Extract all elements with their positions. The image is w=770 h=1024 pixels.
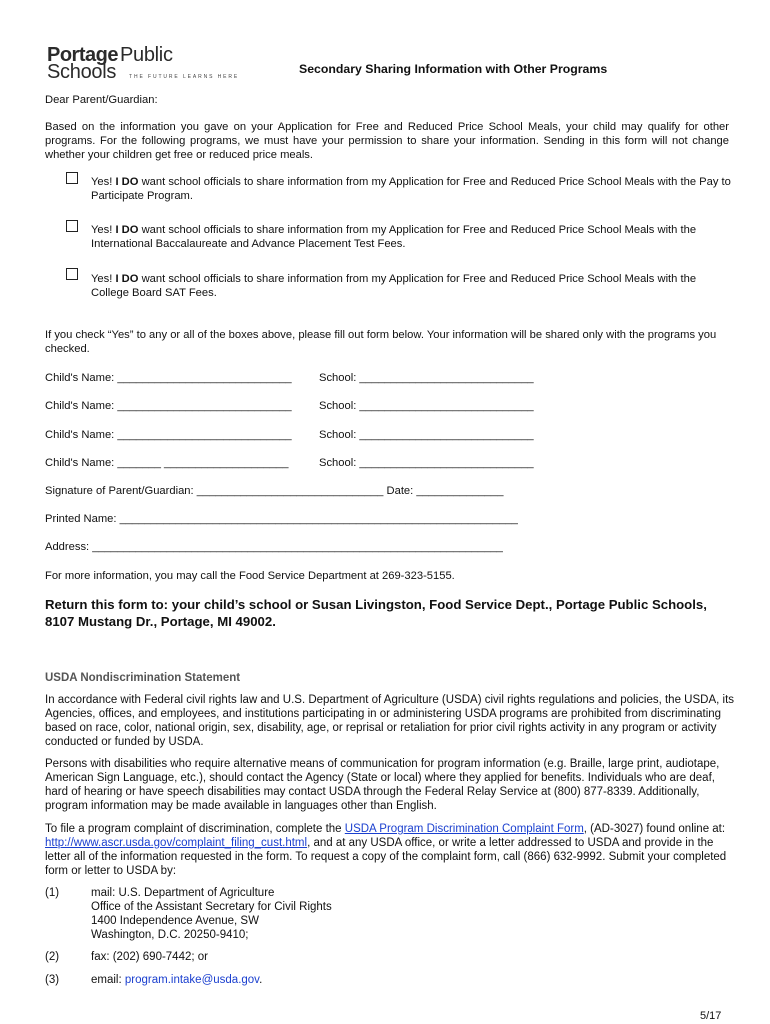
option-text: want school officials to share information from my Application for Free and Reduced Price School Meals with the Pay to Participate Program.: [91, 176, 731, 202]
address-line: Office of the Assistant Secretary for Civil Rights: [91, 901, 332, 913]
option-bold: I DO: [115, 176, 139, 188]
child-name-field[interactable]: Child's Name: _______ ____________________: [45, 457, 289, 469]
return-instructions: Return this form to: your child’s school or Susan Livingston, Food Service Dept., Portage Public Schools, 8107 Mustang Dr., Portage, MI 49002.: [45, 597, 707, 629]
mail-address: [91, 886, 332, 942]
portage-logo: [47, 44, 240, 83]
item-number: (1): [45, 887, 60, 899]
option-sat-fees: [91, 272, 731, 300]
nondiscrimination-paragraph-2: Persons with disabilities who require alternative means of communication for program information (e.g. Braille, large print, audiotape, American Sign Language, etc.), should contact the Agency (State or local) where they applied for benefits. Individuals who are deaf, hard of hearing or have speech disabilities may contact USDA through the Federal Relay Service at (800) 877-8339. Additionally, program information may be made available in languages other than English.: [45, 758, 720, 812]
address-line: mail: U.S. Department of Agriculture: [91, 887, 275, 899]
printed-name-field[interactable]: Printed Name: ________________________________________________________________: [45, 513, 518, 525]
address-field[interactable]: Address: __________________________________________________________________: [45, 541, 503, 553]
email-label: email:: [91, 974, 125, 986]
contact-info: For more information, you may call the Food Service Department at 269-323-5155.: [45, 570, 455, 582]
email-link[interactable]: program.intake@usda.gov: [124, 974, 260, 986]
email-end: .: [259, 974, 263, 986]
logo-tagline: THE FUTURE LEARNS HERE: [129, 74, 240, 80]
complaint-url-link[interactable]: http://www.ascr.usda.gov/complaint_filing_cust.html: [45, 837, 308, 849]
option-bold: I DO: [115, 224, 139, 236]
intro-paragraph: Based on the information you gave on your Application for Free and Reduced Price School Meals, your child may qualify for other programs. For the following programs, we must have your permission to share your information. Sending in this form will not change whether your children get free or reduced price meals.: [45, 121, 729, 161]
option-text: want school officials to share information from my Application for Free and Reduced Price School Meals with the College Board SAT Fees.: [91, 273, 697, 299]
paragraph-text: To file a program complaint of discrimination, complete the: [45, 823, 345, 835]
logo-bold-text: Portage: [47, 44, 118, 66]
fax-line: fax: (202) 690-7442; or: [91, 951, 208, 963]
school-field[interactable]: School: ____________________________: [319, 372, 534, 384]
nondiscrimination-paragraph-3: [45, 822, 735, 878]
item-number: (3): [45, 974, 60, 986]
option-prefix: Yes!: [91, 176, 113, 188]
greeting: Dear Parent/Guardian:: [45, 94, 158, 106]
instructions-paragraph: If you check “Yes” to any or all of the boxes above, please fill out form below. Your information will be shared only with the programs you checked.: [45, 329, 717, 355]
complaint-form-link[interactable]: USDA Program Discrimination Complaint Form: [344, 823, 584, 835]
child-name-field[interactable]: Child's Name: ____________________________: [45, 372, 292, 384]
page-title: Secondary Sharing Information with Other Programs: [299, 62, 608, 76]
option-ib-ap-fees: [91, 223, 731, 251]
nondiscrimination-paragraph-1: In accordance with Federal civil rights law and U.S. Department of Agriculture (USDA) civil rights regulations and policies, the USDA, its Agencies, offices, and employees, and institutions participating in or administering USDA programs are prohibited from discriminating based on race, color, national origin, sex, disability, age, or reprisal or retaliation for prior civil rights activity in any program or activity conducted or funded by USDA.: [45, 694, 735, 748]
child-name-field[interactable]: Child's Name: ____________________________: [45, 400, 292, 412]
school-field[interactable]: School: ____________________________: [319, 400, 534, 412]
checkbox-pay-to-participate[interactable]: [66, 172, 78, 184]
option-prefix: Yes!: [91, 224, 113, 236]
nondiscrimination-heading: USDA Nondiscrimination Statement: [45, 672, 241, 684]
address-line: 1400 Independence Avenue, SW: [91, 915, 259, 927]
school-field[interactable]: School: ____________________________: [319, 429, 534, 441]
paragraph-text: , and at any USDA office, or write a letter addressed to USDA and provide in the letter all of the information requested in the form. To request a copy of the complaint form, call (866) 632-9992. Submit your completed form or letter to USDA by:: [45, 837, 727, 877]
option-pay-to-participate: [91, 175, 731, 203]
checkbox-sat-fees[interactable]: [66, 268, 78, 280]
paragraph-text: , (AD-3027) found online at:: [583, 823, 726, 835]
option-bold: I DO: [115, 273, 139, 285]
item-number: (2): [45, 951, 60, 963]
logo-regular-text: Public Schools: [47, 44, 173, 83]
child-name-field[interactable]: Child's Name: ____________________________: [45, 429, 292, 441]
school-field[interactable]: School: ____________________________: [319, 457, 534, 469]
option-prefix: Yes!: [91, 273, 113, 285]
email-line: [91, 973, 262, 987]
checkbox-ib-ap-fees[interactable]: [66, 220, 78, 232]
signature-date-field[interactable]: Signature of Parent/Guardian: ______________________________ Date: ______________: [45, 485, 504, 497]
address-line: Washington, D.C. 20250-9410;: [91, 929, 249, 941]
page-number: 5/17: [700, 1010, 722, 1022]
option-text: want school officials to share information from my Application for Free and Reduced Price School Meals with the International Baccalaureate and Advance Placement Test Fees.: [91, 224, 697, 250]
